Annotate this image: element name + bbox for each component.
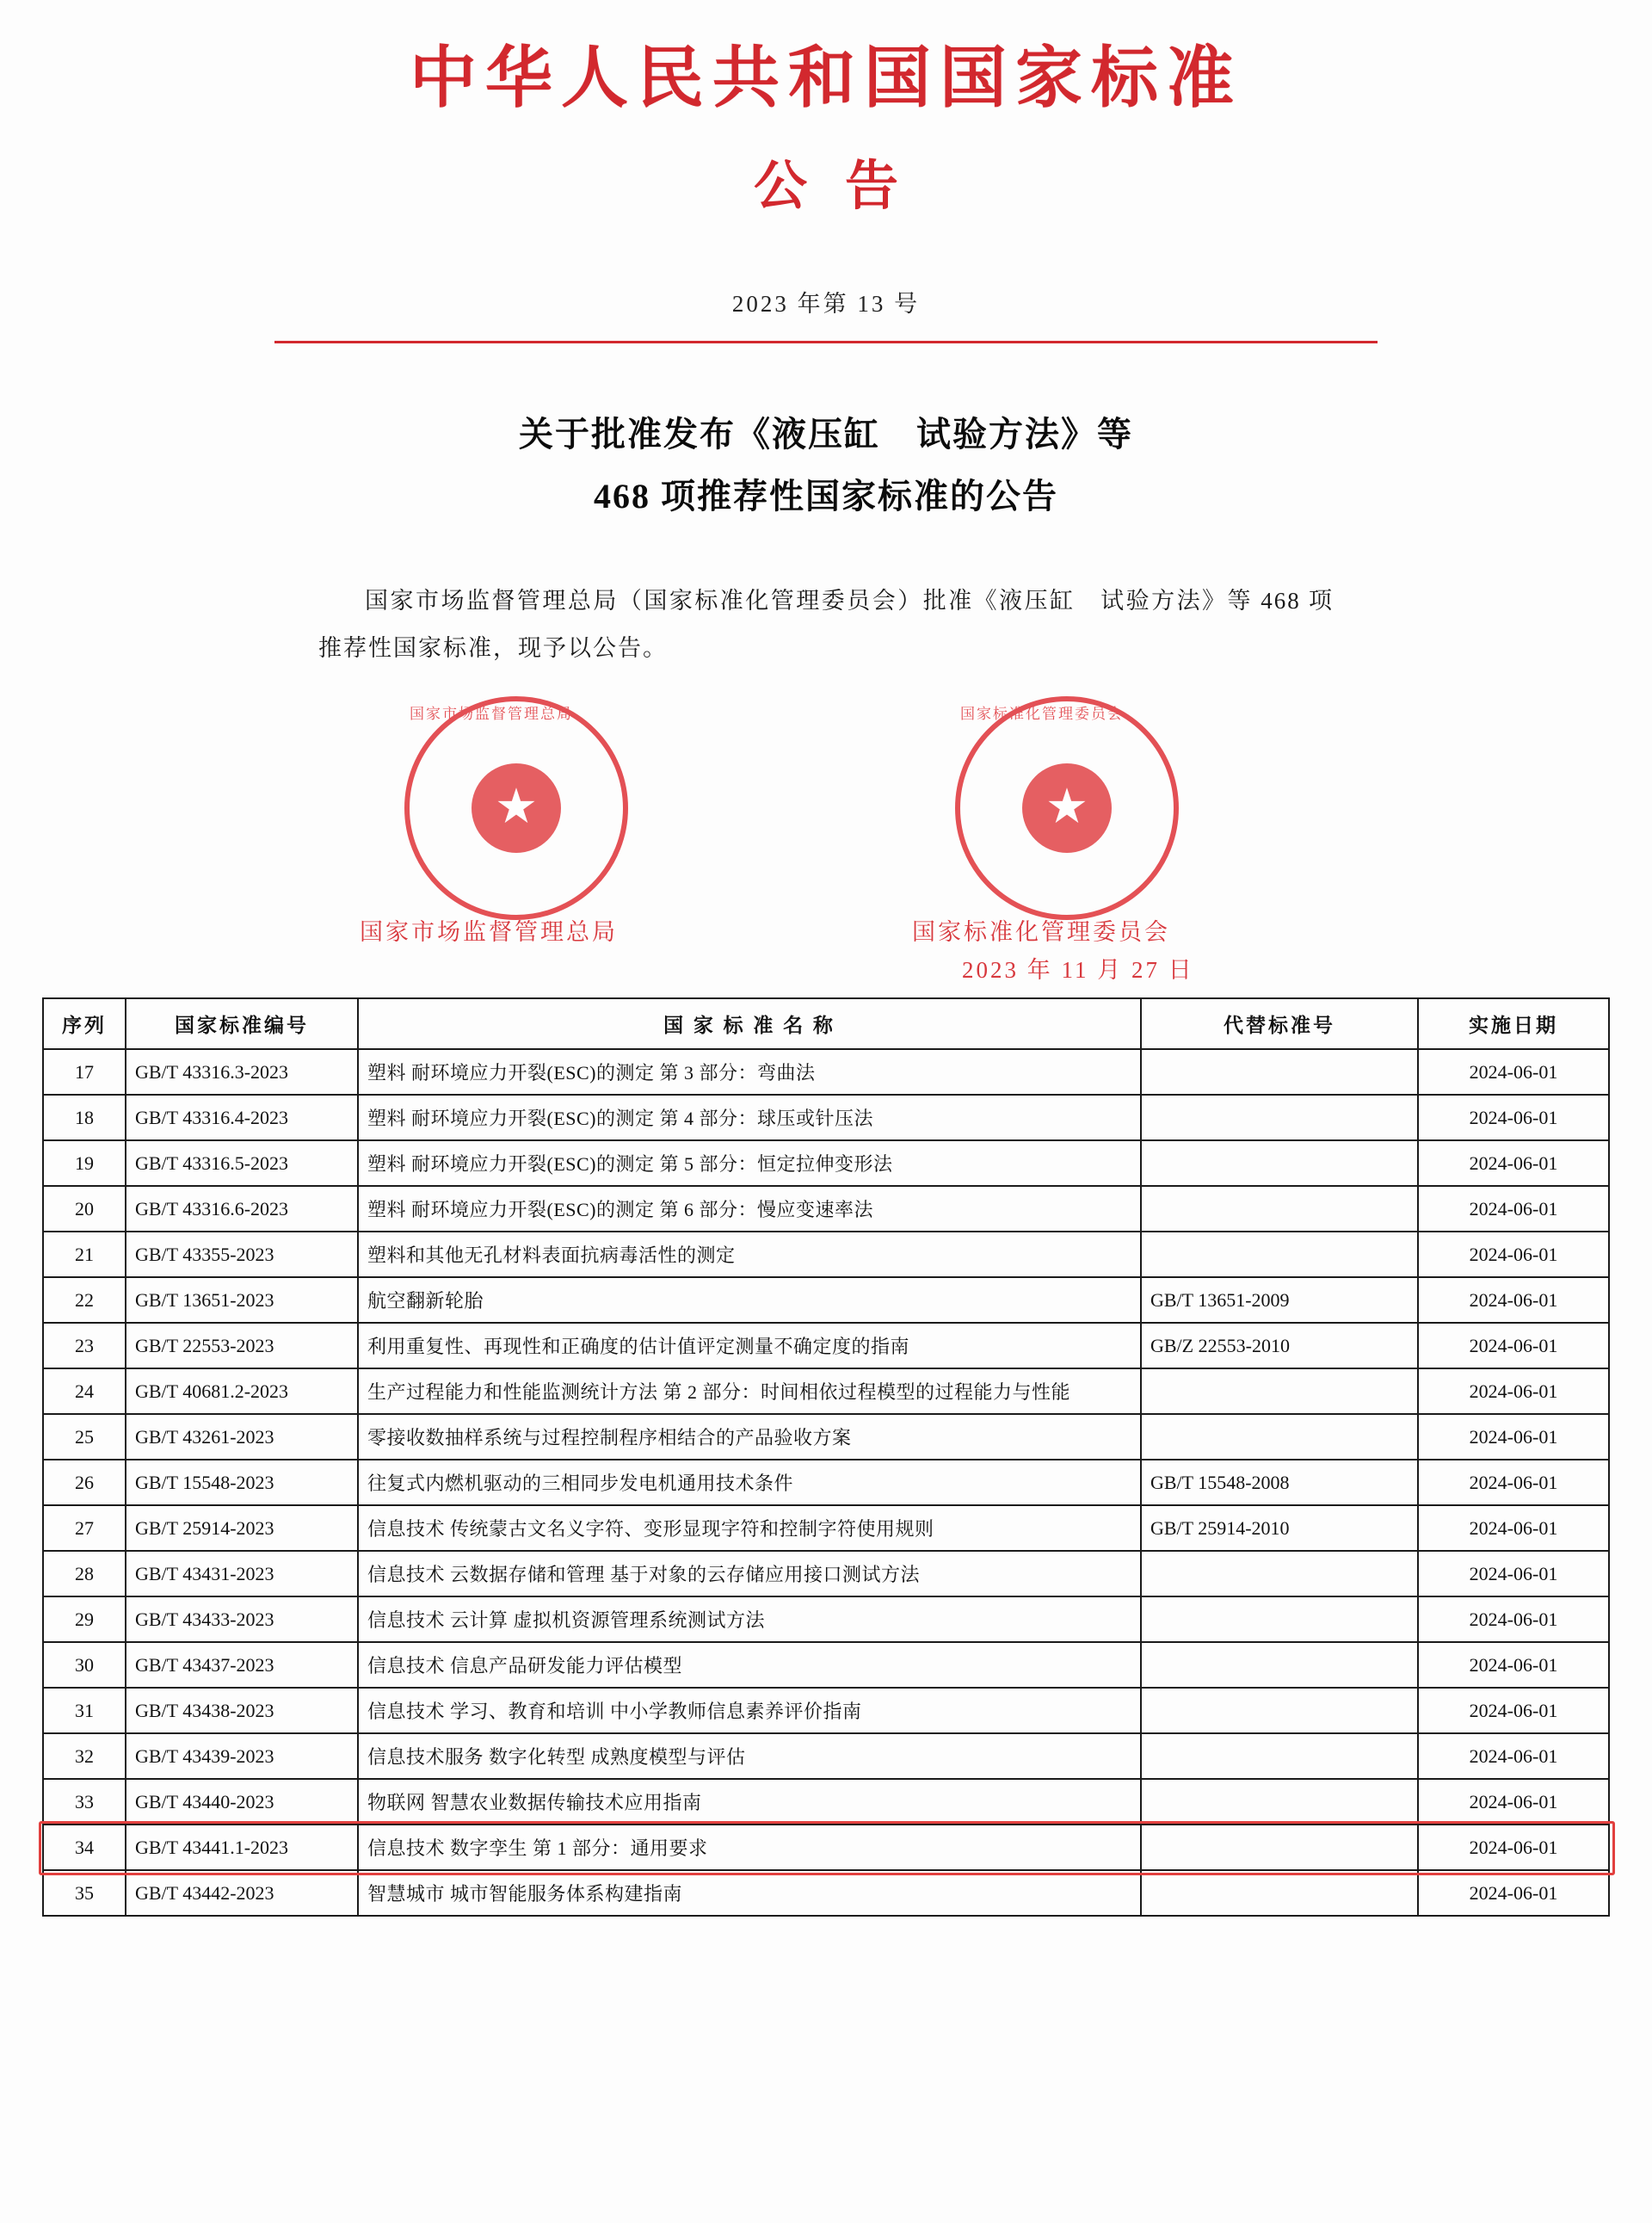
cell-replaced xyxy=(1141,1779,1418,1825)
cell-seq: 26 xyxy=(43,1460,126,1505)
cell-replaced xyxy=(1141,1825,1418,1870)
cell-name: 生产过程能力和性能监测统计方法 第 2 部分：时间相依过程模型的过程能力与性能 xyxy=(358,1368,1141,1414)
cell-name: 塑料 耐环境应力开裂(ESC)的测定 第 3 部分：弯曲法 xyxy=(358,1049,1141,1095)
seal-date: 2023 年 11 月 27 日 xyxy=(962,957,1194,984)
cell-code: GB/T 40681.2-2023 xyxy=(126,1368,358,1414)
cell-replaced xyxy=(1141,1414,1418,1460)
cell-code: GB/T 43316.6-2023 xyxy=(126,1186,358,1232)
masthead xyxy=(0,0,1652,343)
cell-seq: 23 xyxy=(43,1323,126,1368)
cell-seq: 24 xyxy=(43,1368,126,1414)
cell-seq: 32 xyxy=(43,1733,126,1779)
announcement-title-line-1: 关于批准发布《液压缸 试验方法》等 xyxy=(519,414,1133,454)
cell-name: 智慧城市 城市智能服务体系构建指南 xyxy=(358,1870,1141,1916)
cell-replaced xyxy=(1141,1551,1418,1596)
cell-code: GB/T 43316.5-2023 xyxy=(126,1140,358,1186)
table-row xyxy=(43,1368,1609,1414)
table-row xyxy=(43,1186,1609,1232)
table-row xyxy=(43,1642,1609,1688)
cell-seq: 30 xyxy=(43,1642,126,1688)
cell-date: 2024-06-01 xyxy=(1418,1049,1609,1095)
cell-name: 信息技术 云计算 虚拟机资源管理系统测试方法 xyxy=(358,1596,1141,1642)
cell-seq: 27 xyxy=(43,1505,126,1551)
cell-date: 2024-06-01 xyxy=(1418,1596,1609,1642)
cell-seq: 17 xyxy=(43,1049,126,1095)
cell-date: 2024-06-01 xyxy=(1418,1186,1609,1232)
column-header-replaced: 代替标准号 xyxy=(1141,998,1418,1049)
cell-date: 2024-06-01 xyxy=(1418,1551,1609,1596)
cell-date: 2024-06-01 xyxy=(1418,1460,1609,1505)
cell-date: 2024-06-01 xyxy=(1418,1323,1609,1368)
cell-date: 2024-06-01 xyxy=(1418,1688,1609,1733)
seal-left-arc-text: 国家市场监督管理总局 xyxy=(410,706,573,723)
cell-code: GB/T 15548-2023 xyxy=(126,1460,358,1505)
table-row xyxy=(43,1733,1609,1779)
cell-code: GB/T 43440-2023 xyxy=(126,1779,358,1825)
cell-date: 2024-06-01 xyxy=(1418,1733,1609,1779)
announcement-title xyxy=(0,407,1652,524)
cell-code: GB/T 43261-2023 xyxy=(126,1414,358,1460)
cell-name: 信息技术 传统蒙古文名义字符、变形显现字符和控制字符使用规则 xyxy=(358,1505,1141,1551)
cell-name: 信息技术 学习、教育和培训 中小学教师信息素养评价指南 xyxy=(358,1688,1141,1733)
cell-seq: 28 xyxy=(43,1551,126,1596)
cell-seq: 29 xyxy=(43,1596,126,1642)
cell-seq: 34 xyxy=(43,1825,126,1870)
table-row xyxy=(43,1688,1609,1733)
cell-name: 信息技术服务 数字化转型 成熟度模型与评估 xyxy=(358,1733,1141,1779)
cell-replaced xyxy=(1141,1049,1418,1095)
seal-right-caption: 国家标准化管理委员会 xyxy=(912,919,1170,946)
column-header-code: 国家标准编号 xyxy=(126,998,358,1049)
cell-date: 2024-06-01 xyxy=(1418,1779,1609,1825)
table-row xyxy=(43,1323,1609,1368)
cell-replaced: GB/Z 22553-2010 xyxy=(1141,1323,1418,1368)
cell-seq: 25 xyxy=(43,1414,126,1460)
announcement-body: 国家市场监督管理总局（国家标准化管理委员会）批准《液压缸 试验方法》等 468 项推荐性国家标准，现予以公告。 xyxy=(318,587,1334,662)
table-row xyxy=(43,1232,1609,1277)
cell-replaced xyxy=(1141,1186,1418,1232)
cell-code: GB/T 43438-2023 xyxy=(126,1688,358,1733)
cell-code: GB/T 43316.4-2023 xyxy=(126,1095,358,1140)
cell-code: GB/T 13651-2023 xyxy=(126,1277,358,1323)
cell-seq: 35 xyxy=(43,1870,126,1916)
column-header-seq: 序列 xyxy=(43,998,126,1049)
seal-left-caption: 国家市场监督管理总局 xyxy=(360,919,618,946)
red-divider-rule xyxy=(274,341,1378,343)
table-row xyxy=(43,1779,1609,1825)
cell-name: 信息技术 云数据存储和管理 基于对象的云存储应用接口测试方法 xyxy=(358,1551,1141,1596)
cell-date: 2024-06-01 xyxy=(1418,1368,1609,1414)
cell-replaced xyxy=(1141,1642,1418,1688)
cell-seq: 31 xyxy=(43,1688,126,1733)
table-row xyxy=(43,1551,1609,1596)
standards-table xyxy=(42,997,1610,1917)
cell-name: 塑料 耐环境应力开裂(ESC)的测定 第 6 部分：慢应变速率法 xyxy=(358,1186,1141,1232)
cell-name: 信息技术 信息产品研发能力评估模型 xyxy=(358,1642,1141,1688)
table-row xyxy=(43,1596,1609,1642)
cell-replaced xyxy=(1141,1688,1418,1733)
cell-date: 2024-06-01 xyxy=(1418,1825,1609,1870)
table-row xyxy=(43,1095,1609,1140)
cell-date: 2024-06-01 xyxy=(1418,1642,1609,1688)
table-row xyxy=(43,1414,1609,1460)
standards-table-wrapper xyxy=(42,997,1610,1942)
cell-seq: 21 xyxy=(43,1232,126,1277)
cell-replaced xyxy=(1141,1095,1418,1140)
cell-code: GB/T 43439-2023 xyxy=(126,1733,358,1779)
table-row xyxy=(43,1277,1609,1323)
table-row xyxy=(43,1505,1609,1551)
announcement-title-line-2: 468 项推荐性国家标准的公告 xyxy=(594,476,1058,516)
table-body xyxy=(43,1049,1609,1916)
cell-replaced xyxy=(1141,1733,1418,1779)
star-icon: ★ xyxy=(1047,785,1087,830)
issue-number: 2023 年第 13 号 xyxy=(731,290,921,317)
column-header-name: 国 家 标 准 名 称 xyxy=(358,998,1141,1049)
cell-date: 2024-06-01 xyxy=(1418,1505,1609,1551)
table-row xyxy=(43,1460,1609,1505)
cell-code: GB/T 43431-2023 xyxy=(126,1551,358,1596)
table-row xyxy=(43,1825,1609,1870)
cell-replaced xyxy=(1141,1870,1418,1916)
cell-seq: 19 xyxy=(43,1140,126,1186)
cell-name: 塑料和其他无孔材料表面抗病毒活性的测定 xyxy=(358,1232,1141,1277)
cell-name: 往复式内燃机驱动的三相同步发电机通用技术条件 xyxy=(358,1460,1141,1505)
cell-replaced xyxy=(1141,1368,1418,1414)
cell-replaced: GB/T 15548-2008 xyxy=(1141,1460,1418,1505)
announcement-word: 公告 xyxy=(753,153,936,217)
table-row xyxy=(43,1140,1609,1186)
table-header xyxy=(43,998,1609,1049)
cell-code: GB/T 43355-2023 xyxy=(126,1232,358,1277)
cell-name: 利用重复性、再现性和正确度的估计值评定测量不确定度的指南 xyxy=(358,1323,1141,1368)
cell-date: 2024-06-01 xyxy=(1418,1232,1609,1277)
cell-name: 信息技术 数字孪生 第 1 部分：通用要求 xyxy=(358,1825,1141,1870)
cell-code: GB/T 22553-2023 xyxy=(126,1323,358,1368)
cell-code: GB/T 43316.3-2023 xyxy=(126,1049,358,1095)
table-row xyxy=(43,1870,1609,1916)
cell-code: GB/T 43433-2023 xyxy=(126,1596,358,1642)
cell-replaced xyxy=(1141,1596,1418,1642)
cell-name: 塑料 耐环境应力开裂(ESC)的测定 第 5 部分：恒定拉伸变形法 xyxy=(358,1140,1141,1186)
cell-seq: 33 xyxy=(43,1779,126,1825)
star-icon: ★ xyxy=(496,785,536,830)
cell-date: 2024-06-01 xyxy=(1418,1414,1609,1460)
cell-replaced: GB/T 25914-2010 xyxy=(1141,1505,1418,1551)
table-row xyxy=(43,1049,1609,1095)
cell-code: GB/T 43437-2023 xyxy=(126,1642,358,1688)
cell-name: 航空翻新轮胎 xyxy=(358,1277,1141,1323)
cell-replaced: GB/T 13651-2009 xyxy=(1141,1277,1418,1323)
cell-date: 2024-06-01 xyxy=(1418,1095,1609,1140)
cell-name: 塑料 耐环境应力开裂(ESC)的测定 第 4 部分：球压或针压法 xyxy=(358,1095,1141,1140)
cell-date: 2024-06-01 xyxy=(1418,1870,1609,1916)
cell-date: 2024-06-01 xyxy=(1418,1140,1609,1186)
table-header-row xyxy=(43,998,1609,1049)
national-standard-title: 中华人民共和国国家标准 xyxy=(409,39,1242,117)
column-header-date: 实施日期 xyxy=(1418,998,1609,1049)
official-seal-market-regulation-icon xyxy=(404,696,628,920)
cell-replaced xyxy=(1141,1140,1418,1186)
seals-area xyxy=(0,682,1652,984)
official-seal-standardization-icon xyxy=(955,696,1179,920)
cell-replaced xyxy=(1141,1232,1418,1277)
cell-name: 物联网 智慧农业数据传输技术应用指南 xyxy=(358,1779,1141,1825)
cell-name: 零接收数抽样系统与过程控制程序相结合的产品验收方案 xyxy=(358,1414,1141,1460)
cell-code: GB/T 43442-2023 xyxy=(126,1870,358,1916)
seal-right-arc-text: 国家标准化管理委员会 xyxy=(960,706,1124,723)
cell-seq: 20 xyxy=(43,1186,126,1232)
cell-date: 2024-06-01 xyxy=(1418,1277,1609,1323)
cell-seq: 18 xyxy=(43,1095,126,1140)
cell-code: GB/T 43441.1-2023 xyxy=(126,1825,358,1870)
cell-seq: 22 xyxy=(43,1277,126,1323)
cell-code: GB/T 25914-2023 xyxy=(126,1505,358,1551)
